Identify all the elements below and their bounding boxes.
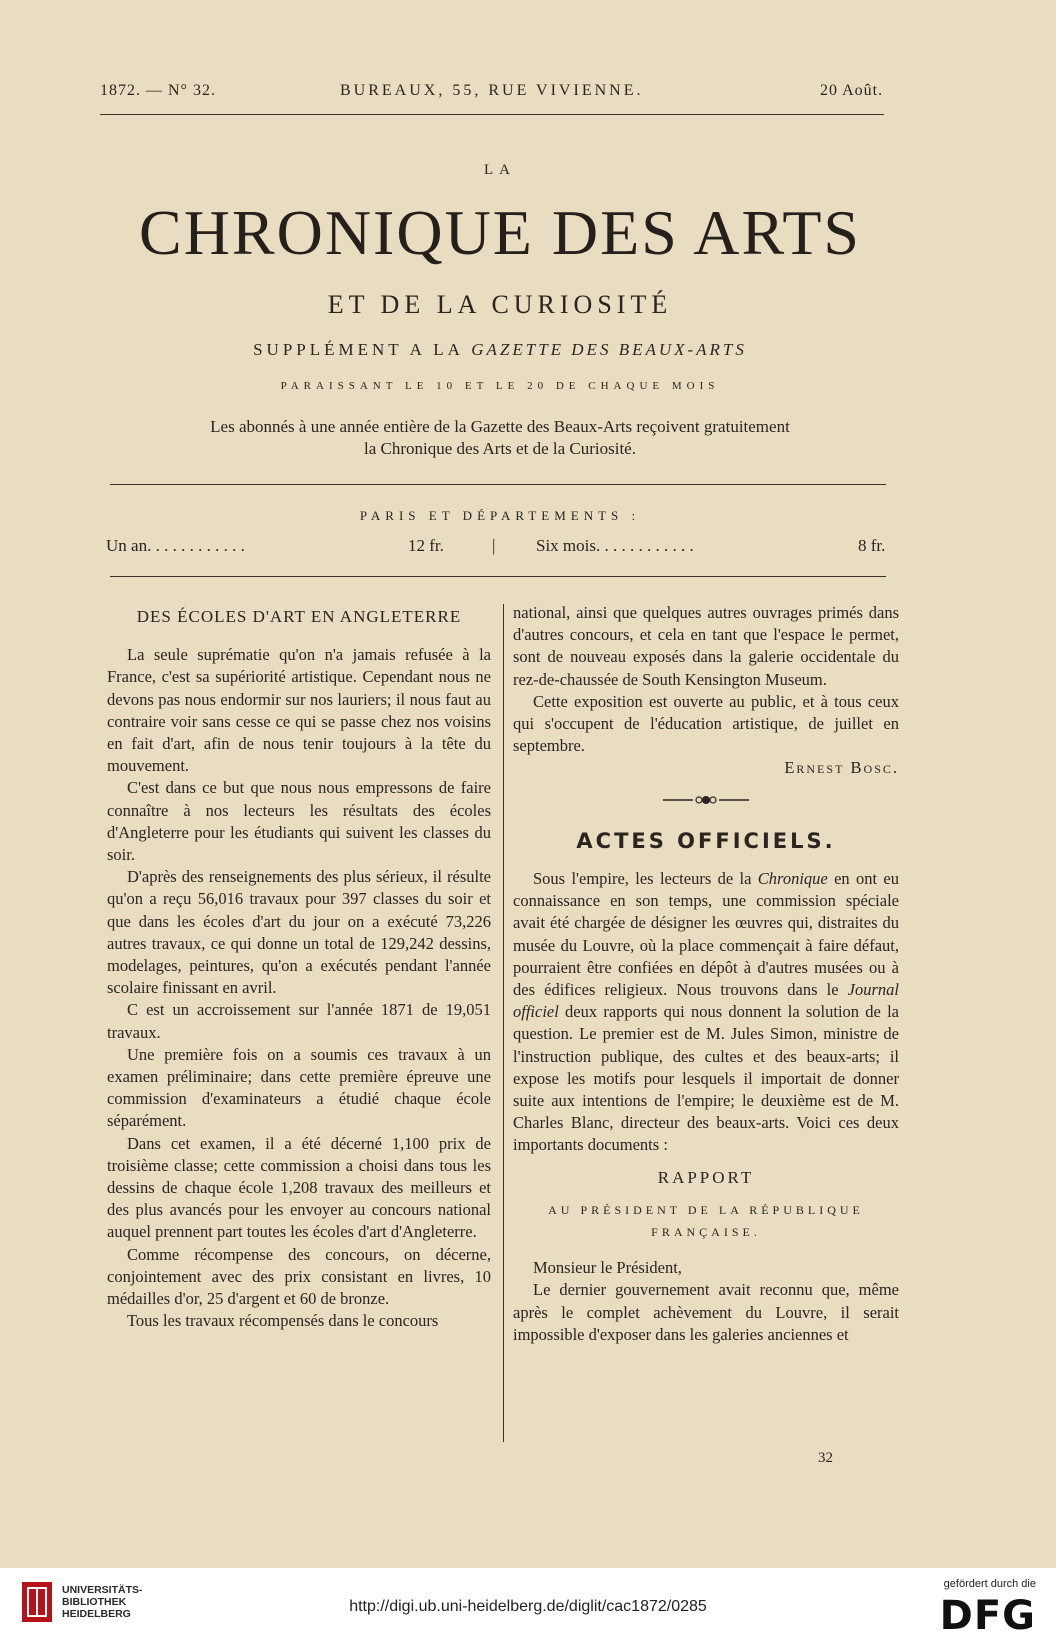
rapport-subheading: AU PRÉSIDENT DE LA RÉPUBLIQUE FRANÇAISE. (548, 1202, 864, 1240)
text-span: en ont eu connaissance en son temps, une commission spéciale avait été chargée de désigner les œuvres qui, distraites du musée du Louvre, où la place commençait à faire défaut, pourraient être confiées en dépôt à d'autres musées ou à des édifices religieux. Nous trouvons dans le (513, 869, 899, 1000)
subscriber-note (0, 416, 1000, 460)
subscriber-note-line-1: Les abonnés à une année entière de la Gazette des Beaux-Arts reçoivent gratuitement (210, 417, 790, 436)
frequency-line: PARAISSANT LE 10 ET LE 20 DE CHAQUE MOIS (280, 380, 720, 392)
gazette-title: GAZETTE DES BEAUX-ARTS (471, 340, 747, 359)
issue-date: 20 Août. (820, 82, 884, 99)
chronique-title: Chronique (757, 869, 828, 889)
column-divider (503, 604, 504, 1442)
masthead-rule-top (110, 484, 886, 485)
issue-number: 1872. — N° 32. (100, 82, 216, 99)
paragraph: C est un accroissement sur l'année 1871 de 19,051 travaux. (107, 1000, 491, 1042)
text-span: Sous l'empire, les lecteurs de la (533, 869, 758, 889)
paragraph: C'est dans ce but que nous nous empressons de faire connaître à nos lecteurs les résultats des écoles d'Angleterre pour les étudiants qui suivent les classes du soir. (107, 778, 491, 865)
paragraph: Le dernier gouvernement avait reconnu que, même après le complet achèvement du Louvre, il serait impossible d'exposer dans les galeries anciennes et (513, 1280, 899, 1344)
footer-bar (0, 1568, 1056, 1649)
paragraph: Comme récompense des concours, on décerne, conjointement avec des prix consistant en livres, 10 médailles d'or, 25 d'argent et 60 de bronze. (107, 1244, 491, 1309)
paragraph: national, ainsi que quelques autres ouvrages primés dans d'autres concours, et cela en tant que l'espace le permet, sont de nouveau exposés dans la galerie occidentale du rez-de-chaussée de South Kensington Museum. (513, 603, 899, 689)
actes-paragraph (513, 868, 899, 1157)
page-number: 32 (818, 1450, 833, 1466)
masthead-la: LA (484, 162, 516, 178)
ornament-divider (513, 790, 899, 812)
paragraph: Tous les travaux récompensés dans le concours (127, 1311, 439, 1331)
funding-label: gefördert durch die (943, 1578, 1036, 1590)
library-name: UNIVERSITÄTS- BIBLIOTHEK HEIDELBERG (62, 1584, 143, 1620)
paragraph: Une première fois on a soumis ces travaux à un examen préliminaire; dans cette première épreuve une commission d'examinateurs a étudié chaque école séparément. (107, 1044, 491, 1131)
ornament-icon (661, 794, 751, 806)
paragraph: Dans cet examen, il a été décerné 1,100 prix de troisième classe; cette commission a choisi dans tous les dessins de chaque école 1,208 travaux des meilleurs et des plus avancés pour les envoyer au concours national auquel prennent part toutes les écoles d'art d'Angleterre. (107, 1133, 491, 1242)
price-six-value: 8 fr. (858, 536, 886, 555)
salutation: Monsieur le Président, (533, 1258, 682, 1278)
section-heading: ACTES OFFICIELS. (576, 828, 836, 853)
masthead-title: CHRONIQUE DES ARTS (139, 197, 861, 268)
paragraph: Cette exposition est ouverte au public, et à tous ceux qui s'occupent de l'éducation artistique, de juillet en septembre. (513, 691, 899, 756)
price-year-label: Un an. . . . . . . . . . . . (106, 536, 245, 555)
masthead-subtitle: ET DE LA CURIOSITÉ (327, 290, 673, 319)
source-url-link[interactable]: http://digi.ub.uni-heidelberg.de/diglit/cac1872/0285 (349, 1598, 707, 1615)
price-six-label: Six mois. . . . . . . . . . . . (536, 536, 694, 555)
signature: Ernest Bosc. (784, 758, 899, 778)
paragraph: La seule suprématie qu'on n'a jamais refusée à la France, c'est sa supériorité artistique. Cependant nous ne devons pas nous endormir sur nos lauriers; il nous faut au contraire voir sans cesse ce qui se passe chez nos voisins en fait d'art, afin de nous tenir toujours à la tête du mouvement. (107, 645, 491, 776)
dfg-logo[interactable]: DFG (939, 1593, 1036, 1639)
price-year-value: 12 fr. (408, 536, 444, 555)
price-separator: | (492, 536, 496, 555)
left-column (107, 606, 491, 1333)
journal-title: Journal officiel (513, 980, 899, 1022)
pricing-heading: PARIS ET DÉPARTEMENTS : (359, 508, 641, 523)
right-column (513, 602, 899, 1346)
paragraph: D'après des renseignements des plus sérieux, il résulte qu'on a reçu 56,016 travaux pour 397 classes du soir et que dans les écoles d'art du jour on a exécuté 73,226 autres travaux, ce qui donne un total de 129,242 dessins, modelages, peintures, qu'on a exécutés pendant l'année scolaire finissant en avril. (107, 867, 491, 998)
supplement-prefix: SUPPLÉMENT A LA (253, 340, 472, 359)
subscriber-note-line-2: la Chronique des Arts et de la Curiosité. (364, 439, 636, 458)
bureau-address: BUREAUX, 55, RUE VIVIENNE. (340, 82, 644, 99)
supplement-line (0, 340, 1000, 360)
article-heading: DES ÉCOLES D'ART EN ANGLETERRE (136, 607, 462, 626)
text-span: deux rapports qui nous donnent la solution de la question. Le premier est de M. Jules Simon, ministre de l'instruction publique, des cultes et des beaux-arts; il expose les motifs pour lesquels il importait de donner suite aux intentions de l'empire; le deuxième est de M. Charles Blanc, directeur des beaux-arts. Voici ces deux importants documents : (513, 1002, 899, 1155)
rapport-heading: RAPPORT (657, 1167, 755, 1187)
header-rule (100, 114, 884, 115)
masthead-rule-bottom (110, 576, 886, 577)
